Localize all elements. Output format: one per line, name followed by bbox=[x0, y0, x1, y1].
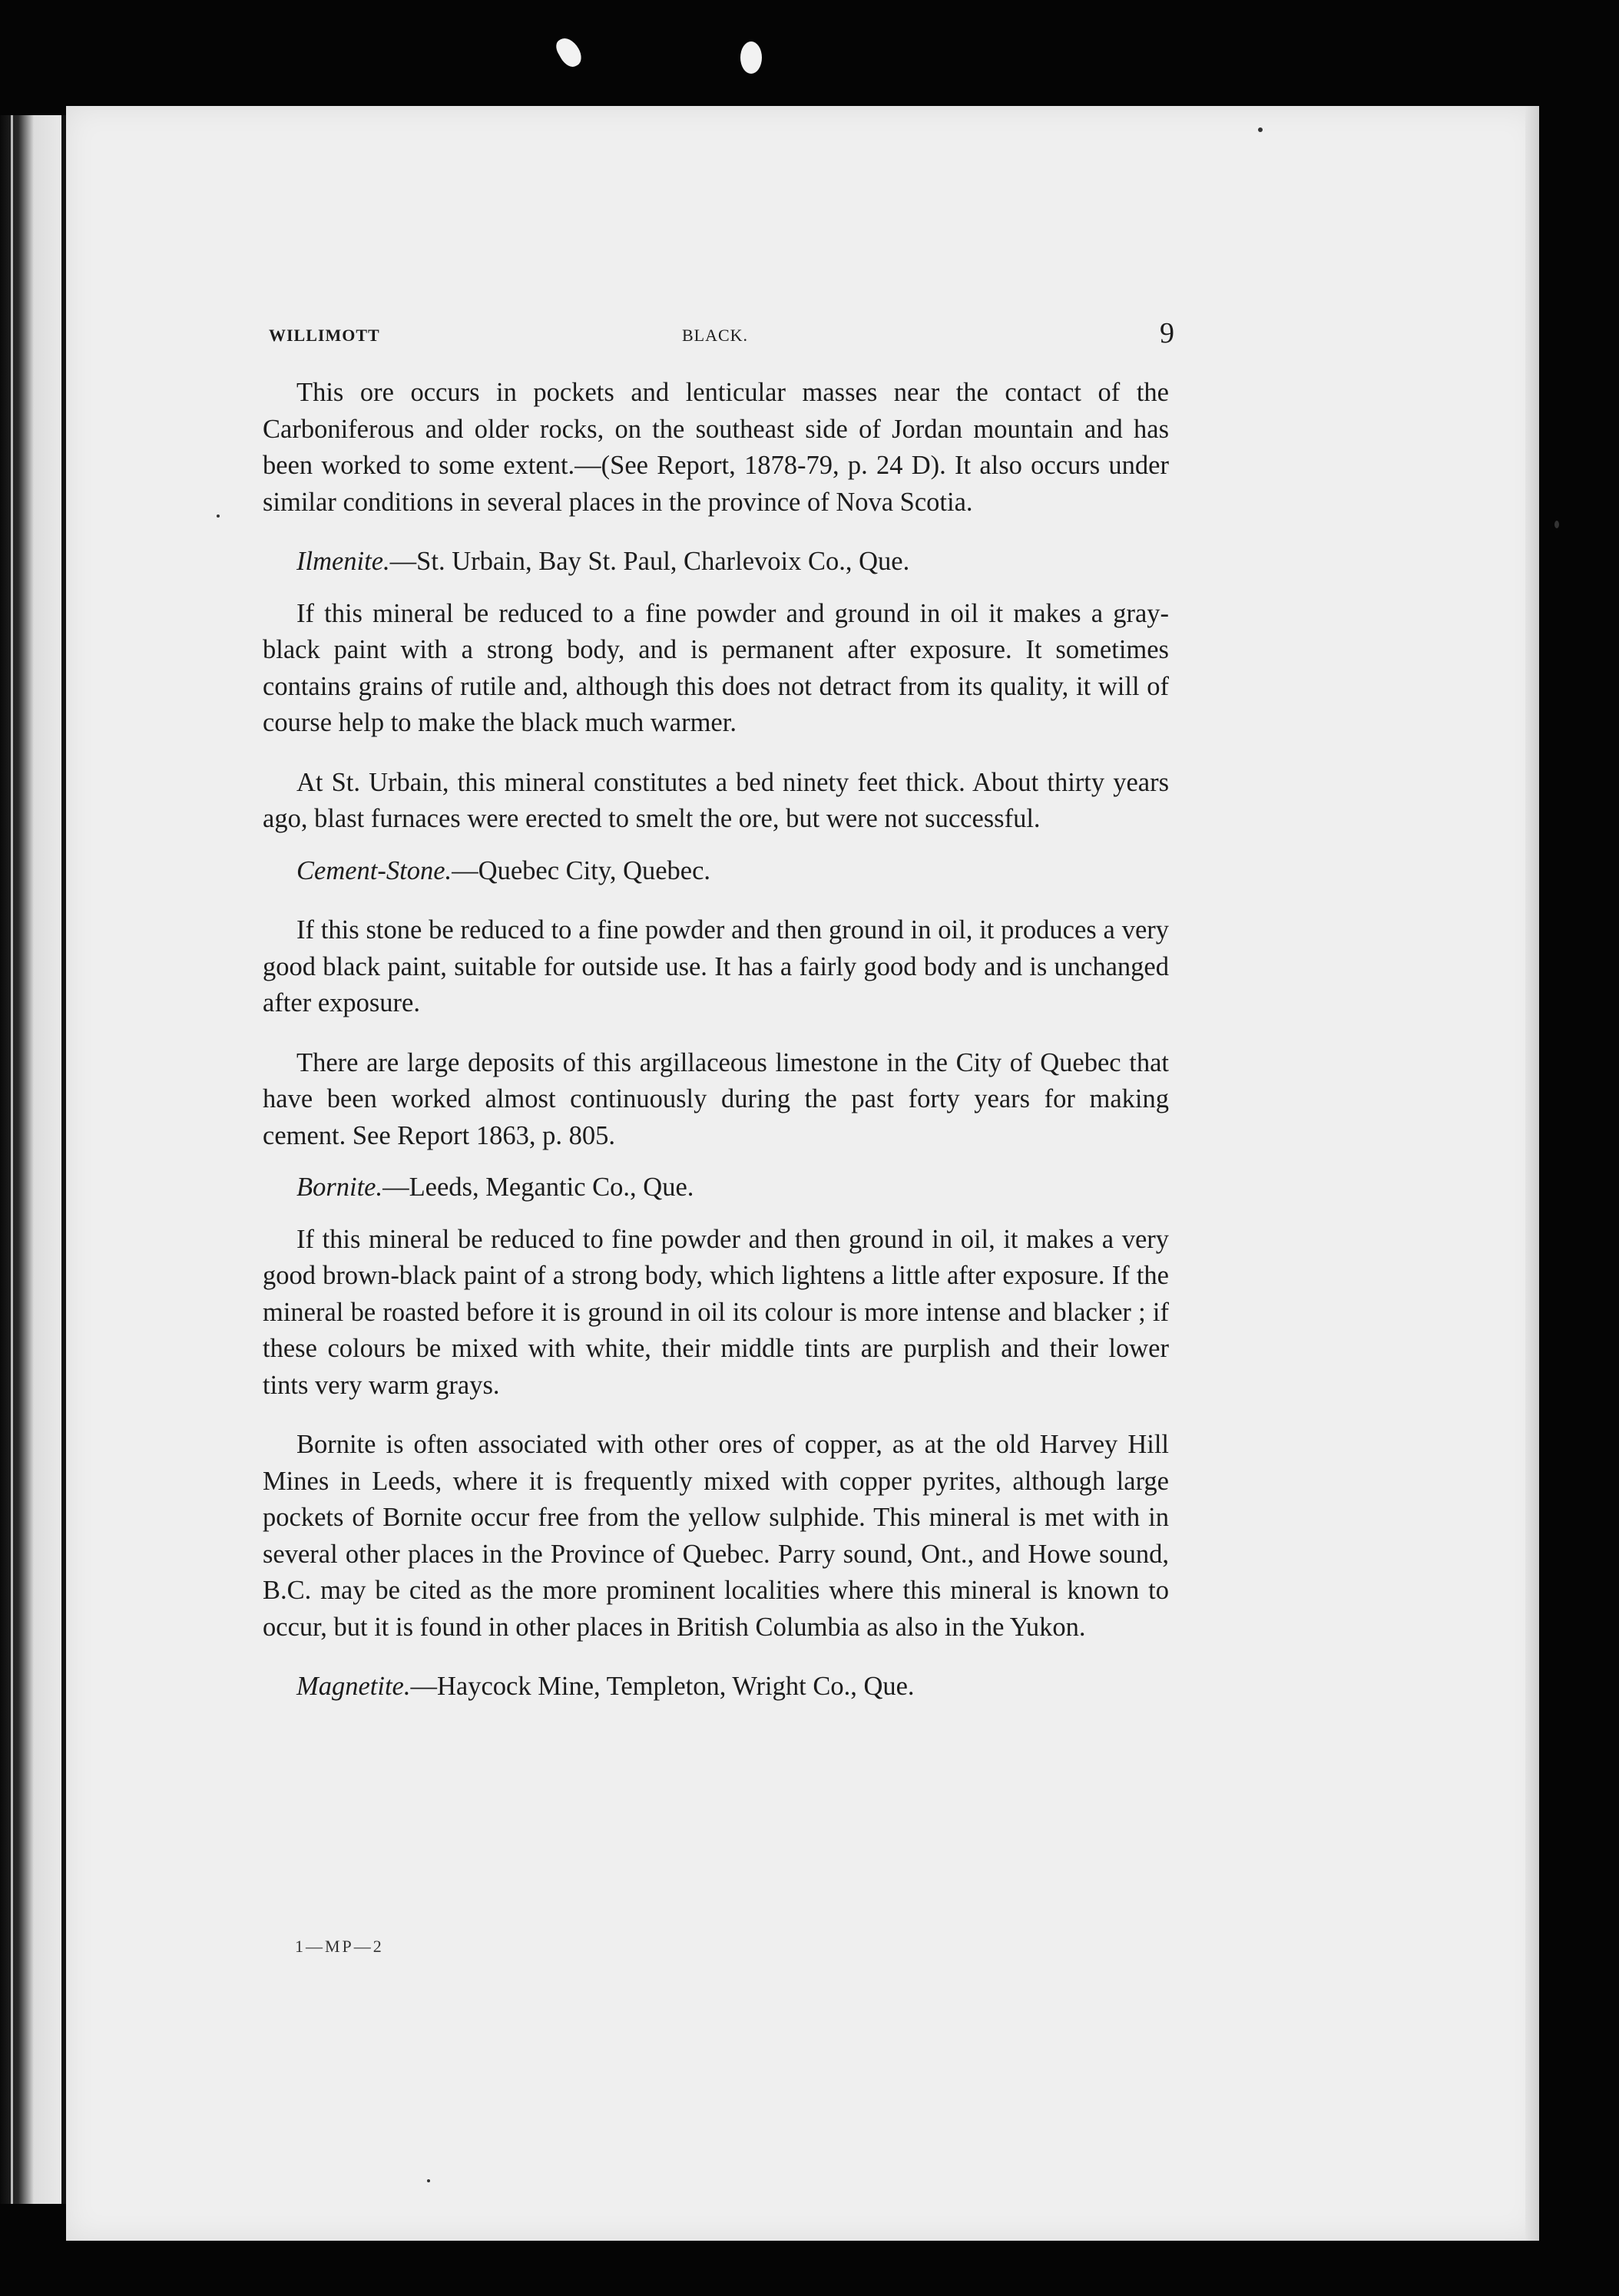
mineral-locality: —Haycock Mine, Templeton, Wright Co., Que. bbox=[410, 1672, 915, 1701]
header-author: WILLIMOTT bbox=[269, 326, 380, 345]
mineral-name: Ilmenite. bbox=[296, 547, 390, 576]
mineral-heading-magnetite bbox=[263, 1669, 1169, 1705]
paragraph: There are large deposits of this argillaceous limestone in the City of Quebec that have been worked almost continuously during the past forty years for making cement. See Report 1863, p. 805. bbox=[263, 1047, 1169, 1150]
page-edge-shadow bbox=[1525, 106, 1539, 2241]
scan-speck bbox=[1554, 521, 1559, 528]
facing-page-edge bbox=[0, 115, 66, 2204]
paragraph: If this mineral be reduced to a fine powder and ground in oil it makes a gray-black paint with a strong body, and is permanent after exposure. It sometimes contains grains of rutile and, although this does not detract from its quality, it will of course help to make the black much warmer. bbox=[263, 598, 1169, 737]
mineral-locality: —Leeds, Megantic Co., Que. bbox=[382, 1173, 694, 1202]
mineral-heading-cement-stone bbox=[263, 853, 1169, 890]
mineral-name: Bornite. bbox=[296, 1173, 383, 1202]
scan-speck bbox=[1258, 127, 1263, 132]
mineral-name: Cement-Stone. bbox=[296, 855, 452, 885]
paragraph: Bornite is often associated with other ores of copper, as at the old Harvey Hill Mines in Leeds, where it is frequently mixed with copper pyrites, although large pockets of Bornite occur free from the yellow sulphide. This mineral is met with in several other places in the Province of Quebec. Parry sound, Ont., and Howe sound, B.C. may be cited as the more prominent localities where this mineral is known to occur, but it is found in other places in British Columbia as also in the Yukon. bbox=[263, 1430, 1169, 1642]
scan-speck bbox=[427, 2179, 430, 2182]
mineral-name: Magnetite. bbox=[296, 1672, 411, 1701]
mineral-heading-bornite bbox=[263, 1170, 1169, 1206]
page-edge-rule bbox=[11, 115, 13, 2204]
paragraph: This ore occurs in pockets and lenticular masses near the contact of the Carboniferous and older rocks, on the southeast side of Jordan mountain and has been worked to some extent.—(See Report, 1878-79, p. 24 D). It also occurs under similar conditions in several places in the province of Nova Scotia. bbox=[263, 378, 1169, 517]
scan-blemish bbox=[740, 41, 762, 74]
header-section: BLACK. bbox=[682, 326, 749, 345]
paragraph: At St. Urbain, this mineral constitutes a bed ninety feet thick. About thirty years ago, blast furnaces were erected to smelt the ore, but were not successful. bbox=[263, 767, 1169, 833]
paragraph: If this stone be reduced to a fine powder and then ground in oil, it produces a very good black paint, suitable for outside use. It has a fairly good body and is unchanged after exposure. bbox=[263, 915, 1169, 1017]
mineral-heading-ilmenite bbox=[263, 544, 1169, 581]
mineral-locality: —St. Urbain, Bay St. Paul, Charlevoix Co., Que. bbox=[389, 547, 910, 576]
scan-speck bbox=[217, 514, 220, 518]
body-text bbox=[263, 375, 1169, 1705]
page-number: 9 bbox=[1160, 317, 1175, 349]
signature-mark: 1—MP—2 bbox=[295, 1937, 384, 1956]
running-header bbox=[269, 317, 1175, 359]
paragraph: If this mineral be reduced to fine powder and then ground in oil, it makes a very good brown-black paint of a strong body, which lightens a little after exposure. If the mineral be roasted before it is ground in oil its colour is more intense and blacker ; if these colours be mixed with white, their middle tints are purplish and their lower tints very warm grays. bbox=[263, 1224, 1169, 1400]
mineral-locality: —Quebec City, Quebec. bbox=[452, 855, 711, 885]
